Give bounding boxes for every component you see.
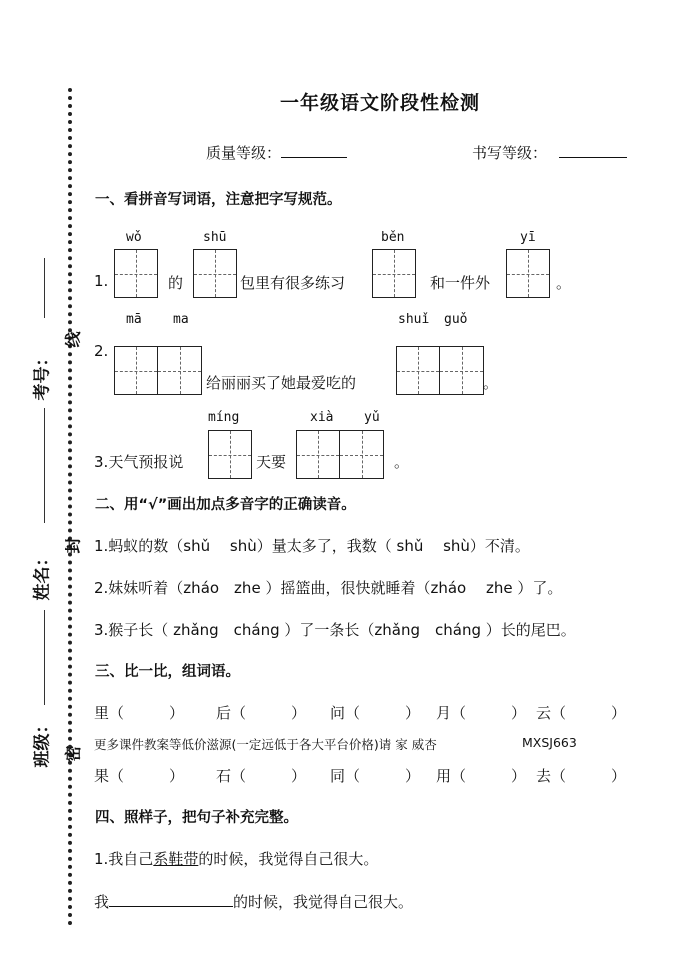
fill-suffix: 的时候，我觉得自己很大。 [233,893,414,911]
pinyin-yi: yī [520,230,536,245]
writing-grade-label: 书写等级： [472,144,548,162]
writing-box-ben[interactable] [372,249,416,298]
section3-heading: 三、比一比，组词语。 [95,664,240,680]
section2-q1: 1.蚂蚁的数（shǔ shù）量太多了，我数（ shǔ shù）不清。 [94,537,530,555]
promo-text: 更多课件教案等低价滋源(一定远低于各大平台价格)请 家 威杏 [94,737,437,752]
q3-number: 3. [94,453,109,471]
writing-box-yu[interactable] [340,430,384,479]
exam-number-label: 考号： [32,349,53,401]
word-item-yue[interactable]: 月（ ） [436,704,527,722]
fill-prefix: 我 [94,893,110,911]
q2-number: 2. [94,342,109,360]
section4-fill [94,890,413,912]
seal-char-xian: 线 [63,331,83,348]
word-item-hou[interactable]: 后（ ） [216,704,307,722]
writing-box-yi[interactable] [506,249,550,298]
writing-box-shui[interactable] [396,346,440,395]
writing-grade [472,141,627,163]
q2-end: 。 [483,374,499,392]
exam-number-line [44,258,45,318]
page-title: 一年级语文阶段性检测 [280,92,481,114]
section4-example [94,848,378,869]
class-line [44,610,45,705]
example-underlined: 系鞋带 [153,850,199,868]
word-item-yun[interactable]: 云（ ） [536,704,627,722]
pinyin-wo: wǒ [126,230,142,245]
writing-box-wo[interactable] [114,249,158,298]
pinyin-ben: běn [381,230,405,245]
fill-blank[interactable] [109,890,233,907]
pinyin-xia: xià [310,410,334,425]
section2-heading: 二、用“√”画出加点多音字的正确读音。 [95,497,356,513]
example-suffix: 的时候，我觉得自己很大。 [198,850,379,868]
writing-box-ma2[interactable] [158,346,202,395]
quality-grade [206,141,347,163]
seal-char-mi: 密 [63,745,83,762]
name-line-top [44,408,45,523]
q2-text-a: 给丽丽买了她最爱吃的 [206,374,357,392]
binding-dotted-line [68,88,72,926]
writing-box-ming[interactable] [208,430,252,479]
writing-grade-blank[interactable] [559,141,627,158]
section2-q3: 3.猴子长（ zhǎng cháng ）了一条长（zhǎng cháng ）长的尾巴。 [94,621,576,639]
section2-q2: 2.妹妹听着（zháo zhe ）摇篮曲，很快就睡着（zháo zhe ）了。 [94,579,563,597]
pinyin-ming: míng [208,410,240,425]
pinyin-ma2: ma [173,312,189,327]
example-prefix: 1.我自己 [94,850,154,868]
q1-number: 1. [94,272,109,290]
q1-text-a: 包里有很多练习 [240,274,346,292]
q1-text-b: 和一件外 [430,274,491,292]
word-item-tong[interactable]: 同（ ） [330,767,421,785]
q3-text-a [94,451,183,472]
writing-box-ma1[interactable] [114,346,158,395]
class-label: 班级： [32,716,53,768]
q3-text-b: 天要 [256,453,287,471]
quality-grade-blank[interactable] [281,141,347,158]
q1-text-de: 的 [168,274,184,292]
pinyin-ma1: mā [126,312,142,327]
section1-heading: 一、看拼音写词语，注意把字写规范。 [95,192,342,208]
section4-heading: 四、照样子，把句子补充完整。 [95,810,298,826]
q1-end: 。 [556,274,572,292]
word-item-wen[interactable]: 问（ ） [330,704,421,722]
pinyin-guo: guǒ [444,312,468,327]
seal-char-feng: 封 [63,537,83,554]
pinyin-shui: shuǐ [398,312,430,327]
writing-box-shu[interactable] [193,249,237,298]
word-item-li[interactable]: 里（ ） [94,704,185,722]
q3-end: 。 [394,453,410,471]
word-item-shi[interactable]: 石（ ） [216,767,307,785]
pinyin-shu: shū [203,230,227,245]
word-item-yong[interactable]: 用（ ） [436,767,527,785]
word-item-qu[interactable]: 去（ ） [536,767,627,785]
promo-code: MXSJ663 [522,735,577,750]
q3-text-a-content: 天气预报说 [108,453,184,471]
pinyin-yu: yǔ [364,410,380,425]
quality-grade-label: 质量等级： [206,144,282,162]
writing-box-xia[interactable] [296,430,340,479]
name-label: 姓名： [32,549,53,601]
writing-box-guo[interactable] [440,346,484,395]
word-item-guo[interactable]: 果（ ） [94,767,185,785]
